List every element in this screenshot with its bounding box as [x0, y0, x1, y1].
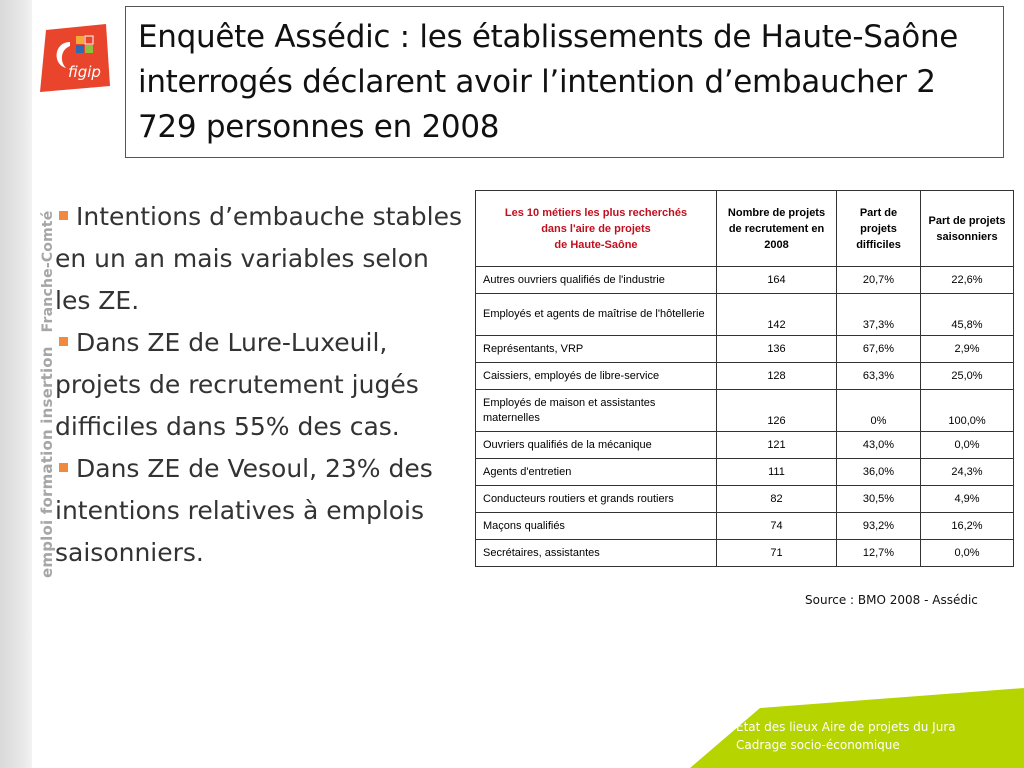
cell-difficiles: 0%	[837, 390, 921, 432]
header-title-line1: Les 10 métiers les plus recherchés	[504, 206, 688, 219]
cell-saisonniers: 24,3%	[921, 459, 1014, 486]
bullet-square-icon	[59, 337, 68, 346]
cell-nombre: 142	[717, 294, 837, 336]
table-header-row	[476, 191, 1014, 267]
cell-saisonniers: 4,9%	[921, 486, 1014, 513]
cell-nombre: 136	[717, 336, 837, 363]
cell-difficiles: 43,0%	[837, 432, 921, 459]
logo-background-shape	[40, 24, 110, 92]
cell-metier: Agents d'entretien	[476, 459, 717, 486]
cell-metier: Conducteurs routiers et grands routiers	[476, 486, 717, 513]
header-title-line2: dans l'aire de projets	[541, 222, 651, 235]
table-header	[476, 191, 1014, 267]
cell-nombre: 164	[717, 267, 837, 294]
cell-difficiles: 20,7%	[837, 267, 921, 294]
table-row	[476, 540, 1014, 567]
cell-difficiles: 36,0%	[837, 459, 921, 486]
cell-difficiles: 12,7%	[837, 540, 921, 567]
cell-saisonniers: 22,6%	[921, 267, 1014, 294]
table-row	[476, 459, 1014, 486]
footer-text	[736, 718, 956, 754]
sidebar-label-emploi: emploi formation insertion	[38, 346, 56, 578]
bullet-text: Dans ZE de Vesoul, 23% des intentions relatives à emplois saisonniers.	[55, 454, 433, 567]
header-saisonniers: Part de projets saisonniers	[921, 191, 1014, 267]
title-box	[125, 6, 1004, 158]
cell-difficiles: 30,5%	[837, 486, 921, 513]
cell-metier: Employés de maison et assistantes maternelles	[476, 390, 717, 432]
bullet-square-icon	[59, 463, 68, 472]
cell-saisonniers: 2,9%	[921, 336, 1014, 363]
table-row	[476, 486, 1014, 513]
cell-difficiles: 37,3%	[837, 294, 921, 336]
cell-saisonniers: 100,0%	[921, 390, 1014, 432]
logo-square-orange	[76, 36, 84, 44]
cell-nombre: 74	[717, 513, 837, 540]
cell-saisonniers: 0,0%	[921, 432, 1014, 459]
bullet-item	[55, 196, 465, 322]
table-row	[476, 294, 1014, 336]
source-note: Source : BMO 2008 - Assédic	[805, 593, 978, 607]
cell-metier: Employés et agents de maîtrise de l'hôtellerie	[476, 294, 717, 336]
figip-logo	[40, 24, 110, 94]
header-title-line3: de Haute-Saône	[554, 238, 638, 251]
header-difficiles: Part de projets difficiles	[837, 191, 921, 267]
table-body	[476, 267, 1014, 567]
footer-line-1: Etat des lieux Aire de projets du Jura	[736, 720, 956, 734]
header-nombre: Nombre de projets de recrutement en 2008	[717, 191, 837, 267]
jobs-table	[475, 190, 1014, 567]
bullet-text: Dans ZE de Lure-Luxeuil, projets de recrutement jugés difficiles dans 55% des cas.	[55, 328, 419, 441]
cell-difficiles: 63,3%	[837, 363, 921, 390]
bullet-text: Intentions d’embauche stables en un an mais variables selon les ZE.	[55, 202, 462, 315]
footer-line-2: Cadrage socio-économique	[736, 738, 900, 752]
cell-nombre: 111	[717, 459, 837, 486]
table-row	[476, 336, 1014, 363]
sidebar-vertical-label	[38, 211, 56, 579]
logo-square-red	[85, 36, 93, 44]
cell-difficiles: 93,2%	[837, 513, 921, 540]
logo-square-blue	[76, 45, 84, 53]
bullet-list	[55, 196, 465, 574]
table-row	[476, 513, 1014, 540]
table-row	[476, 267, 1014, 294]
cell-saisonniers: 45,8%	[921, 294, 1014, 336]
bullet-item	[55, 322, 465, 448]
sidebar-label-region: Franche-Comté	[40, 210, 56, 333]
header-metiers	[476, 191, 717, 267]
cell-nombre: 126	[717, 390, 837, 432]
table-row	[476, 432, 1014, 459]
page-title: Enquête Assédic : les établissements de Haute-Saône interrogés déclarent avoir l’intention d’embaucher 2 729 personnes en 2008	[138, 19, 959, 145]
cell-nombre: 82	[717, 486, 837, 513]
cell-metier: Autres ouvriers qualifiés de l'industrie	[476, 267, 717, 294]
cell-nombre: 128	[717, 363, 837, 390]
cell-saisonniers: 16,2%	[921, 513, 1014, 540]
logo-text: figip	[68, 63, 101, 81]
cell-saisonniers: 0,0%	[921, 540, 1014, 567]
table-row	[476, 363, 1014, 390]
cell-nombre: 71	[717, 540, 837, 567]
cell-metier: Représentants, VRP	[476, 336, 717, 363]
cell-metier: Ouvriers qualifiés de la mécanique	[476, 432, 717, 459]
cell-metier: Caissiers, employés de libre-service	[476, 363, 717, 390]
cell-nombre: 121	[717, 432, 837, 459]
cell-metier: Maçons qualifiés	[476, 513, 717, 540]
bullet-square-icon	[59, 211, 68, 220]
side-bar	[0, 0, 32, 768]
table-row	[476, 390, 1014, 432]
logo-square-green	[85, 45, 93, 53]
cell-difficiles: 67,6%	[837, 336, 921, 363]
cell-saisonniers: 25,0%	[921, 363, 1014, 390]
cell-metier: Secrétaires, assistantes	[476, 540, 717, 567]
bullet-item	[55, 448, 465, 574]
